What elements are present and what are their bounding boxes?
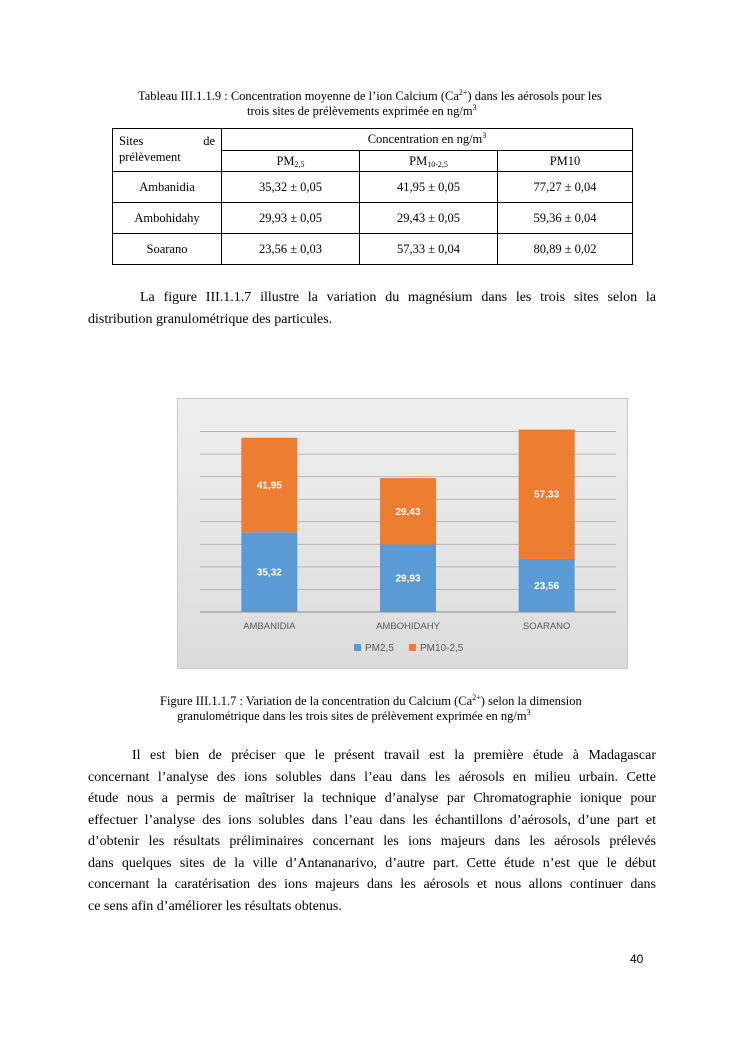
legend-label: PM10-2,5 <box>420 643 464 654</box>
figure-caption-line1-end: ) selon la dimension <box>480 694 582 708</box>
conclusion-line: étude nous a permis de maîtriser la technique d’analyse par Chromatographie ionique pour <box>88 791 656 806</box>
row-site: Ambohidahy <box>113 203 222 234</box>
category-tick-label: SOARANO <box>522 621 571 632</box>
header-pm10: PM10 <box>498 151 633 172</box>
header-sites-line2: prélèvement <box>119 150 181 164</box>
legend-label: PM2,5 <box>365 643 394 654</box>
header-pm1025 <box>360 151 498 172</box>
stacked-bar-chart <box>178 399 627 668</box>
conclusion-line: concernant l’analyse des ions solubles dans l’eau dans les aérosols en milieu urbain. Cette <box>88 769 656 785</box>
row-pm10: 59,36 ± 0,04 <box>498 203 633 234</box>
calcium-concentration-table <box>112 128 633 265</box>
conclusion-line: Il est bien de préciser que le présent travail est la première étude à Madagascar <box>132 748 656 763</box>
figure-caption-unit-exponent: 3 <box>526 708 531 717</box>
figure-caption-line2: granulométrique dans les trois sites de prélèvement exprimée en ng/m <box>177 709 527 723</box>
table-caption-unit-exponent: 3 <box>472 103 477 112</box>
header-sites-word1: Sites <box>119 134 144 148</box>
row-site: Soarano <box>113 234 222 265</box>
row-pm10: 80,89 ± 0,02 <box>498 234 633 265</box>
row-pm25: 29,93 ± 0,05 <box>222 203 360 234</box>
intro-paragraph <box>88 287 656 330</box>
legend-swatch <box>354 644 361 651</box>
conclusion-line: d’obtenir les résultats préliminaires concernant les ions majeurs dans les aérosols prélevés <box>88 834 656 849</box>
row-pm25: 35,32 ± 0,05 <box>222 172 360 203</box>
row-pm1025: 41,95 ± 0,05 <box>360 172 498 203</box>
header-pm25-sub: 2,5 <box>294 159 305 169</box>
bar-data-label: 29,93 <box>395 573 421 585</box>
table-caption <box>112 89 702 119</box>
conclusion-line: effectuer l’analyse des ions solubles dans l’eau dans les échantillons d’aérosols, d’une part et <box>88 812 656 828</box>
category-tick-label: AMBANIDIA <box>243 621 296 632</box>
header-concentration-unit-exponent: 3 <box>482 131 487 140</box>
conclusion-paragraph <box>88 745 656 917</box>
conclusion-line: dans quelques sites de la ville d’Antananarivo, d’autre part. Cette étude n’est que le début <box>88 855 656 871</box>
row-pm10: 77,27 ± 0,04 <box>498 172 633 203</box>
table-header-row <box>113 129 633 151</box>
chart-frame <box>177 398 628 669</box>
conclusion-line: concernant la caratérisation des ions majeurs dans les aérosols et nous allons continuer dans <box>88 877 656 892</box>
intro-line2: distribution granulométrique des particules. <box>88 311 333 327</box>
table-row <box>113 172 633 203</box>
row-site: Ambanidia <box>113 172 222 203</box>
header-concentration <box>222 129 633 151</box>
conclusion-line: ce sens afin d’améliorer les résultats obtenus. <box>88 898 342 914</box>
figure-caption-line1: Figure III.1.1.7 : Variation de la concentration du Calcium (Ca <box>160 694 473 708</box>
header-pm1025-base: PM <box>409 153 428 168</box>
table-caption-line2: trois sites de prélèvements exprimée en ng/m <box>247 104 473 118</box>
table-caption-line1: Tableau III.1.1.9 : Concentration moyenne de l’ion Calcium (Ca <box>138 89 459 103</box>
table-row <box>113 234 633 265</box>
page-number: 40 <box>630 952 644 966</box>
figure-caption-ion-charge: 2+ <box>472 693 481 702</box>
intro-line1: La figure III.1.1.7 illustre la variation du magnésium dans les trois sites selon la <box>140 290 656 305</box>
legend-swatch <box>409 644 416 651</box>
header-sites-word2: de <box>203 134 215 148</box>
header-pm1025-sub: 10-2,5 <box>427 159 448 169</box>
row-pm1025: 29,43 ± 0,05 <box>360 203 498 234</box>
table-caption-ion-charge: 2+ <box>458 88 468 97</box>
bar-data-label: 57,33 <box>534 489 560 501</box>
figure-caption <box>130 694 660 724</box>
header-concentration-label: Concentration en ng/m <box>367 132 483 146</box>
table-caption-line1-end: ) dans les aérosols pour les <box>467 89 602 103</box>
header-sites <box>113 129 222 172</box>
row-pm1025: 57,33 ± 0,04 <box>360 234 498 265</box>
header-pm25 <box>222 151 360 172</box>
category-tick-label: AMBOHIDAHY <box>376 621 440 632</box>
bar-data-label: 41,95 <box>256 480 282 492</box>
table-row <box>113 203 633 234</box>
bar-data-label: 35,32 <box>256 567 282 579</box>
header-pm25-base: PM <box>276 153 295 168</box>
bar-data-label: 23,56 <box>534 580 560 592</box>
bar-data-label: 29,43 <box>395 506 421 518</box>
row-pm25: 23,56 ± 0,03 <box>222 234 360 265</box>
